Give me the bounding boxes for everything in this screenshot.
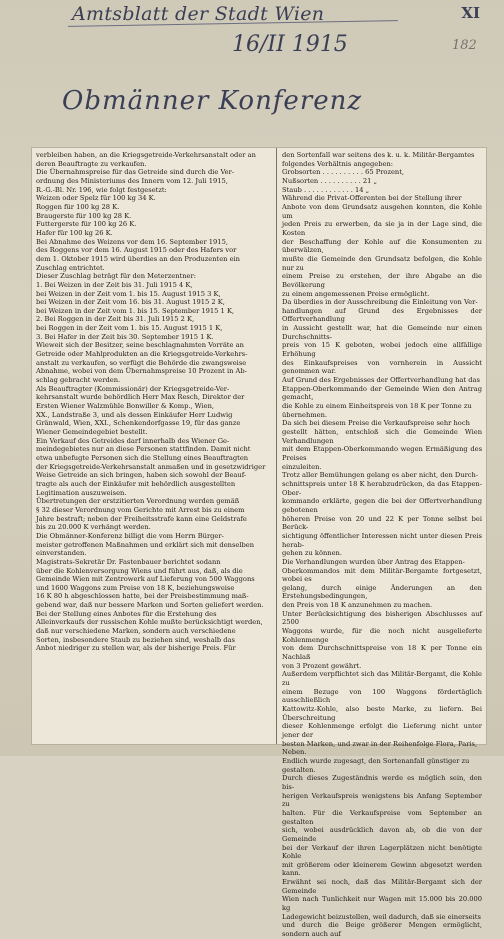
text-line: Die Übernahmspreise für das Getreide sind durch die Ver-	[36, 168, 235, 177]
text-line: 3. Bei Hafer in der Zeit bis 30. September 1915 1 K.	[36, 332, 214, 341]
text-line: des Einkaufspreises von vornherein in Aussicht genommen war.	[282, 358, 482, 376]
text-line: bis zu 20.000 K verhängt werden.	[36, 523, 151, 532]
text-line: Während die Privat-Offerenten bei der Stellung ihrer	[282, 194, 462, 203]
text-line: Anbot niedriger zu stellen war, als der bisherige Preis. Für	[36, 644, 236, 653]
text-line: der Kriegsgetreide-Verkehrsanstalt anmaßen und in gesetzwidriger	[36, 462, 266, 471]
text-line: Futtergerste für 100 kg 26 K.	[36, 220, 137, 229]
text-line: Anbote von dem Grundsatz ausgehen konnten, die Kohle um	[282, 202, 482, 220]
text-line: des Roggens vor dem 16. August 1915 oder des Hafers vor	[36, 246, 237, 255]
text-line: von 3 Prozent gewährt.	[282, 661, 362, 670]
text-line: Neben.	[282, 748, 307, 757]
text-line: Weizen oder Spelz für 100 kg 34 K.	[36, 194, 156, 203]
text-line: Die Obmänner-Konferenz billigt die vom Herrn Bürger-	[36, 531, 224, 540]
text-line: meister getroffenen Maßnahmen und erklärt sich mit denselben	[36, 540, 255, 549]
text-line: gestellt hätten, entschloß sich die Gemeinde Wien Verhandlungen	[282, 428, 482, 445]
handwritten-volume: XI	[461, 4, 480, 22]
left-column	[36, 151, 272, 741]
text-line: Legitimation auszuweisen.	[36, 488, 127, 497]
text-line: 16 K 80 h abgeschlossen hatte, bei der Preisbestimmung maß-	[36, 592, 249, 601]
text-line: gebend war, daß nur bessere Marken und Sorten geliefert werden.	[36, 601, 264, 610]
text-line: halten. Für die Verkaufspreise vom September an gestalten	[282, 808, 482, 826]
text-line: den Preis von 18 K anzunehmen zu machen.	[282, 601, 433, 610]
text-line: zu einem angemessenen Preise ermöglicht.	[282, 289, 430, 298]
text-line: Trotz aller Bemühungen gelang es aber nicht, den Durch-	[282, 471, 479, 480]
text-line: Grobsorten . . . . . . . . . . 65 Prozent,	[282, 168, 405, 177]
text-line: Wien nach Tunlichkeit nur Wagen mit 15.000 bis 20.000 kg	[282, 895, 482, 913]
text-line: in Aussicht gestellt war, hat die Gemeinde nur einen Durchschnitts-	[282, 324, 482, 341]
text-line: dem 1. Oktober 1915 wird überdies an den Produzenten ein	[36, 254, 240, 263]
text-line: etwa unbefugte Personen sich die Stellung eines Beauftragten	[36, 453, 249, 462]
text-line: Ein Verkauf des Getreides darf innerhalb des Wiener Ge-	[36, 436, 230, 445]
text-line: Gränwald, Wien, XXI., Schenkendorfgasse 19, für das ganze	[36, 419, 241, 428]
text-line: kehrsanstalt wurde behördlich Herr Max Resch, Direktor der	[36, 393, 245, 402]
text-line: Weise Getreide an sich bringen, haben sich sowohl der Beauf-	[36, 471, 247, 480]
text-line: § 32 dieser Verordnung vom Gerichte mit Arrest bis zu einem	[36, 505, 245, 514]
text-line: Die Verhandlungen wurden über Antrag des Etappen-	[282, 557, 465, 566]
text-line: Da sich bei diesem Preise die Verkaufspreise sehr hoch	[282, 419, 470, 428]
text-line: mußte die Gemeinde den Grundsatz befolgen, die Kohle nur zu	[282, 254, 482, 272]
text-line: Abnahme, wobei von dem Übernahmspreise 10 Prozent in Ab-	[36, 367, 247, 376]
text-line: Dieser Zuschlag beträgt für den Meterzentner:	[36, 272, 196, 281]
text-line: Auf Grund des Ergebnisses der Offertverhandlung hat das	[282, 376, 480, 385]
text-line: Wieweit sich der Besitzer, seine beschlagnahmten Vorräte an	[36, 341, 244, 350]
text-line: kommando erklärte, gegen die bei der Offertverhandlung gebotenen	[282, 497, 482, 514]
text-line: 1. Bei Weizen in der Zeit bis 31. Juli 1915 4 K,	[36, 280, 193, 289]
text-line: folgendes Verhältnis angegeben:	[282, 159, 394, 168]
text-line: verbleiben haben, an die Kriegsgetreide-Verkehrsanstalt oder an	[36, 151, 256, 159]
newspaper-clipping	[32, 148, 486, 939]
text-line: schnittspreis unter 18 K herabzudrücken, da das Etappen-Ober-	[282, 479, 482, 497]
text-line: Waggons wurde, für die noch nicht ausgelieferte Kohlenmenge	[282, 627, 482, 644]
text-line: Etappen-Oberkommando der Gemeinde Wien den Antrag gemacht,	[282, 384, 482, 402]
text-line: der Beschaffung der Kohle auf die Konsumenten zu überwälzen,	[282, 237, 482, 255]
text-line: herigen Verkaufspreis wenigstens bis Anfang September zu	[282, 791, 482, 809]
text-line: bei Roggen in der Zeit vom 1. bis 15. August 1915 1 K,	[36, 324, 223, 333]
text-line: jeden Preis zu erwerben, da sie ja in der Lage sind, die Kosten	[282, 220, 482, 237]
text-line: sich, wobei ausdrücklich davon ab, ob die von der Gemeinde	[282, 826, 482, 843]
text-line: gelang, durch einige Änderungen an den Erstehungsbedingungen,	[282, 583, 482, 601]
text-line: Kattowitz-Kohle, also beste Marke, zu liefern. Bei Überschreitung	[282, 705, 482, 722]
text-line: bei Weizen in der Zeit vom 16. bis 31. August 1915 2 K,	[36, 298, 225, 307]
handwritten-date: 16/II 1915	[232, 32, 348, 57]
text-line: Übertretungen der erstzitierten Verordnung werden gemäß	[36, 497, 240, 506]
text-line: anstalt zu verkaufen, so verfügt die Behörde die zwangsweise	[36, 358, 247, 367]
text-line: XX., Landstraße 3, und als dessen Einkäufer Herr Ludwig	[36, 410, 233, 419]
text-line: die Kohle zu einem Einheitspreis von 18 K per Tonne zu	[282, 402, 472, 411]
text-line: Erwähnt sei noch, daß das Militär-Bergamt sich der Gemeinde	[282, 878, 482, 895]
text-line: preis von 15 K geboten, wobei jedoch eine allfällige Erhöhung	[282, 341, 482, 359]
text-line: Nußsorten . . . . . . . . . . 21 „	[282, 176, 377, 185]
text-line: deren Beauftragte zu verkaufen.	[36, 159, 147, 168]
text-line: Gemeinde Wien mit Zentrowerk auf Lieferung von 500 Waggons	[36, 575, 255, 584]
text-line: Außerdem verpflichtet sich das Militär-Bergamt, die Kohle zu	[282, 670, 482, 688]
text-line: tragte als auch der Einkäufer mit behördlich ausgestellten	[36, 479, 236, 488]
text-line: R.-G.-Bl. Nr. 196, wie folgt festgesetzt:	[36, 185, 167, 194]
text-line: Wiener Gemeindegebiet bestellt.	[36, 428, 148, 436]
handwritten-title: Amtsblatt der Stadt Wien	[72, 3, 325, 25]
text-line: mit dem Etappen-Oberkommando wegen Ermäßigung des Preises	[282, 445, 482, 462]
text-line: dieser Kohlenmenge erfolgt die Lieferung nicht unter jener der	[282, 722, 482, 739]
text-line: mit größerem oder kleinerem Gewinn abgesetzt werden kann.	[282, 860, 482, 878]
text-line: einverstanden.	[36, 549, 87, 558]
handwritten-heading: Obmänner Konferenz	[62, 86, 363, 116]
text-line: übernehmen.	[282, 410, 328, 419]
text-line: 2. Bei Roggen in der Zeit bis 31. Juli 1915 2 K,	[36, 315, 195, 324]
text-line: Braugerste für 100 kg 28 K.	[36, 211, 132, 220]
text-line: und 1600 Waggons zum Preise von 18 K, beziehungsweise	[36, 583, 235, 592]
text-line: Staub . . . . . . . . . . . . 14 „	[282, 185, 370, 194]
text-line: den Sortenfall war seitens des k. u. k. Militär-Bergamtes	[282, 151, 475, 159]
text-line: Sorten, insbesondere Staub zu beziehen sind, weshalb das	[36, 635, 235, 644]
text-line: gestalten.	[282, 765, 316, 774]
text-line: einem Preise zu erstehen, der ihre Abgabe an die Bevölkerung	[282, 272, 482, 289]
text-line: über die Kohlenversorgung Wiens und führt aus, daß, als die	[36, 566, 243, 575]
text-line: ordnung des Ministeriums des Innern vom 12. Juli 1915,	[36, 176, 228, 185]
text-line: schlag gebracht werden.	[36, 376, 121, 385]
text-line: einem Bezuge von 100 Waggons fördertäglich ausschließlich	[282, 687, 482, 705]
text-line: Zuschlag entrichtet.	[36, 263, 105, 272]
text-line: besten Marken, und zwar in der Reihenfolge Flora, Paris,	[282, 739, 478, 748]
text-line: daß nur verschiedene Marken, sondern auch verschiedene	[36, 627, 236, 636]
text-line: und durch die Beige größerer Mengen ermöglicht, sondern auch auf	[282, 921, 482, 939]
text-line: Als Beauftragter (Kommissionär) der Kriegsgetreide-Ver-	[36, 384, 230, 393]
text-line: bei Weizen in der Zeit vom 1. bis 15. August 1915 3 K,	[36, 289, 221, 298]
text-line: Ersten Wiener Walzmühle Bonwiller & Komp., Wien,	[36, 402, 215, 411]
text-line: einzuleiten.	[282, 462, 322, 471]
text-line: bei Weizen in der Zeit vom 1. bis 15. September 1915 1 K,	[36, 306, 235, 315]
text-line: meindegebietes nur an diese Personen stattfinden. Damit nicht	[36, 445, 251, 454]
text-line: Roggen für 100 kg 28 K.	[36, 202, 120, 211]
text-line: gehen zu können.	[282, 549, 342, 558]
text-line: Oberkommandos mit dem Militär-Bergamte fortgesetzt, wobei es	[282, 566, 482, 584]
column-rule	[276, 148, 277, 744]
text-line: Jahre bestraft; neben der Freiheitsstrafe kann eine Geldstrafe	[36, 514, 247, 523]
text-line: höheren Preise von 20 und 22 K per Tonne selbst bei Berück-	[282, 514, 482, 532]
text-line: sichtigung öffentlicher Interessen nicht unter diesen Preis herab-	[282, 531, 482, 549]
text-line: Da überdies in der Ausschreibung die Einleitung von Ver-	[282, 298, 478, 307]
text-line: Hafer für 100 kg 26 K.	[36, 228, 113, 237]
text-line: Ladegewicht beizustellen, weil dadurch, daß sie einerseits	[282, 912, 481, 921]
text-line: Endlich wurde zugesagt, den Sortenanfall günstiger zu	[282, 756, 470, 765]
text-line: Alleinverkaufs der russischen Kohle mußte berücksichtigt werden,	[36, 618, 263, 627]
text-line: Unter Berücksichtigung des bisherigen Abschlusses auf 2500	[282, 609, 482, 627]
handwritten-number: 182	[452, 38, 477, 53]
text-line: von dem Durchschnittspreise von 18 K per Tonne ein Nachlaß	[282, 644, 482, 662]
text-line: Magistrats-Sekretär Dr. Fastenbauer berichtet sodann	[36, 557, 221, 566]
text-line: handlungen auf Grund des Ergebnisses der Offertverhandlung	[282, 306, 482, 324]
right-column	[282, 151, 482, 939]
text-line: Bei der Stellung eines Anbotes für die Erstehung des	[36, 609, 217, 618]
text-line: Durch dieses Zugeständnis werde es möglich sein, den bis-	[282, 774, 482, 791]
text-line: Getreide oder Mahlprodukten an die Kriegsgetreide-Verkehrs-	[36, 350, 248, 359]
text-line: bei der Verkauf der ihren Lagerplätzen nicht benötigte Kohle	[282, 843, 482, 861]
text-line: Bei Abnahme des Weizens vor dem 16. September 1915,	[36, 237, 228, 246]
